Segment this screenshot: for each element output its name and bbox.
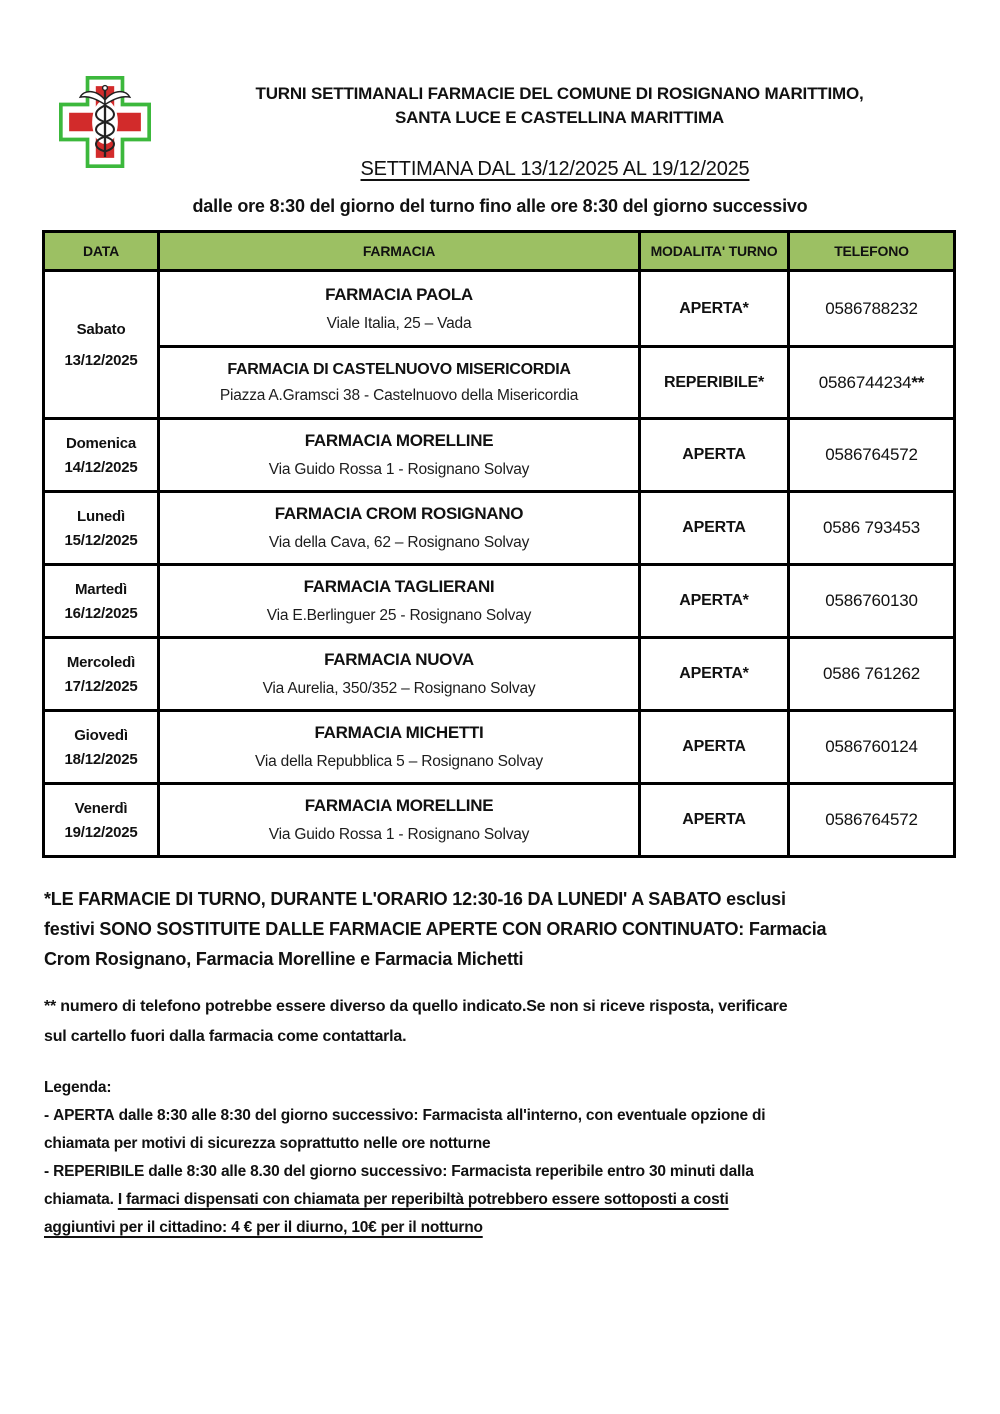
day-name: Martedì (75, 580, 127, 598)
day-cell (44, 565, 159, 638)
table-row-sabato-entry2 (44, 347, 955, 419)
pharmacy-cell (159, 638, 640, 711)
phone-cell (789, 271, 955, 347)
day-name: Domenica (65, 434, 137, 452)
table-row-venerdi (44, 784, 955, 857)
phone-cell (789, 347, 955, 419)
day-name: Venerdì (74, 799, 128, 817)
day-date: 18/12/2025 (64, 750, 138, 768)
phone-number: 0586744234 (818, 372, 912, 392)
day-date: 13/12/2025 (64, 351, 138, 369)
legend-reperibile-line2 (44, 1186, 959, 1214)
pharmacy-name: FARMACIA PAOLA (325, 284, 473, 304)
day-name: Mercoledì (66, 653, 136, 671)
pharmacy-address: Via della Repubblica 5 – Rosignano Solvay (255, 753, 543, 770)
mode-cell: APERTA (640, 711, 789, 784)
legend-text: chiamata. (44, 1191, 118, 1208)
table-row-domenica (44, 419, 955, 492)
day-cell (44, 271, 159, 419)
pharmacy-address: Piazza A.Gramsci 38 - Castelnuovo della Misericordia (219, 386, 579, 404)
legend-text: dalle 8:30 alle 8:30 del giorno successivo: Farmacista all'interno, con eventuale opzione di (114, 1107, 766, 1124)
footnote-line: sul cartello fuori dalla farmacia come contattarla. (44, 1028, 407, 1045)
pharmacy-schedule-table (42, 230, 956, 858)
pharmacy-name: FARMACIA MICHETTI (314, 723, 484, 742)
day-name: Lunedì (77, 507, 125, 525)
phone-cell (789, 419, 955, 492)
phone-number: 0586788232 (825, 298, 918, 318)
day-cell (44, 784, 159, 857)
day-cell (44, 419, 159, 492)
mode-cell: APERTA (640, 492, 789, 565)
pharmacy-address: Via della Cava, 62 – Rosignano Solvay (268, 534, 530, 551)
pharmacy-cross-caduceus-icon (55, 76, 155, 168)
table-row-sabato-entry1 (44, 271, 955, 347)
day-cell (44, 638, 159, 711)
table-row-giovedi (44, 711, 955, 784)
legend-dash: - (44, 1107, 54, 1124)
pharmacy-address: Viale Italia, 25 – Vada (326, 314, 472, 332)
phone-number: 0586 761262 (822, 664, 921, 683)
mode-cell: REPERIBILE* (640, 347, 789, 419)
legend-reperibile-line3 (44, 1214, 959, 1242)
pharmacy-address: Via Aurelia, 350/352 – Rosignano Solvay (262, 680, 536, 697)
col-header-farmacia: FARMACIA (159, 232, 640, 271)
phone-cell (789, 565, 955, 638)
mode-cell: APERTA* (640, 638, 789, 711)
table-header-row (44, 232, 955, 271)
col-header-modalita-turno: MODALITA' TURNO (640, 232, 789, 271)
legend-term-reperibile: REPERIBILE (53, 1163, 145, 1180)
phone-cell (789, 711, 955, 784)
pharmacy-address: Via E.Berlinguer 25 - Rosignano Solvay (266, 607, 532, 624)
footnote-substitution (44, 884, 959, 974)
phone-cell (789, 492, 955, 565)
legend-aperta-line2: chiamata per motivi di sicurezza soprattutto nelle ore notturne (44, 1135, 491, 1152)
day-cell (44, 492, 159, 565)
phone-suffix: ** (911, 372, 925, 392)
pharmacy-cell (159, 347, 640, 419)
day-cell (44, 711, 159, 784)
table-row-mercoledi (44, 638, 955, 711)
pharmacy-name: FARMACIA TAGLIERANI (303, 577, 495, 596)
day-date: 14/12/2025 (64, 458, 138, 476)
mode-cell: APERTA* (640, 271, 789, 347)
legend-title: Legenda: (44, 1079, 112, 1096)
legend-underlined-text: aggiuntivi per il cittadino: 4 € per il diurno, 10€ per il notturno (44, 1219, 483, 1236)
pharmacy-name: FARMACIA NUOVA (324, 650, 474, 669)
pharmacy-name: FARMACIA MORELLINE (304, 431, 494, 450)
week-heading: SETTIMANA DAL 13/12/2025 AL 19/12/2025 (360, 158, 750, 180)
pharmacy-name: FARMACIA MORELLINE (304, 796, 494, 815)
legend-dash: - (44, 1163, 54, 1180)
day-name: Giovedì (74, 726, 128, 744)
footnote-phone-disclaimer (44, 992, 959, 1052)
pharmacy-cell (159, 419, 640, 492)
legend-term-aperta: APERTA (53, 1107, 115, 1124)
legend-underlined-text: I farmaci dispensati con chiamata per reperibiltà potrebbero essere sottoposti a costi (117, 1191, 729, 1208)
pharmacy-cell (159, 492, 640, 565)
day-date: 19/12/2025 (64, 823, 138, 841)
day-date: 15/12/2025 (64, 531, 138, 549)
pharmacy-cell (159, 784, 640, 857)
schedule-subtitle: dalle ore 8:30 del giorno del turno fino alle ore 8:30 del giorno successivo (192, 196, 808, 216)
title-line-2: SANTA LUCE E CASTELLINA MARITTIMA (395, 108, 724, 127)
phone-number: 0586760124 (825, 737, 918, 756)
col-header-data: DATA (44, 232, 159, 271)
pharmacy-name: FARMACIA CROM ROSIGNANO (274, 504, 524, 523)
footnote-line: ** numero di telefono potrebbe essere diverso da quello indicato.Se non si riceve risposta, verificare (44, 998, 788, 1015)
pharmacy-cell (159, 271, 640, 347)
mode-cell: APERTA (640, 784, 789, 857)
legend-text: dalle 8:30 alle 8.30 del giorno successivo: Farmacista reperibile entro 30 minuti dalla (144, 1163, 754, 1180)
pharmacy-cell (159, 565, 640, 638)
phone-number: 0586760130 (825, 591, 918, 610)
mode-cell: APERTA* (640, 565, 789, 638)
mode-cell: APERTA (640, 419, 789, 492)
phone-number: 0586764572 (825, 445, 918, 464)
day-date: 17/12/2025 (64, 677, 138, 695)
pharmacy-cell (159, 711, 640, 784)
pharmacy-address: Via Guido Rossa 1 - Rosignano Solvay (268, 826, 530, 843)
table-row-martedi (44, 565, 955, 638)
footnote-line: Crom Rosignano, Farmacia Morelline e Farmacia Michetti (44, 949, 524, 969)
pharmacy-name: FARMACIA DI CASTELNUOVO MISERICORDIA (227, 360, 571, 378)
table-row-lunedi (44, 492, 955, 565)
day-date: 16/12/2025 (64, 604, 138, 622)
pharmacy-address: Via Guido Rossa 1 - Rosignano Solvay (268, 461, 530, 478)
col-header-telefono: TELEFONO (789, 232, 955, 271)
legend (44, 1074, 959, 1242)
legend-reperibile-line1 (44, 1158, 959, 1186)
title-line-1: TURNI SETTIMANALI FARMACIE DEL COMUNE DI ROSIGNANO MARITTIMO, (255, 84, 864, 103)
phone-number: 0586764572 (825, 810, 918, 829)
phone-cell (789, 638, 955, 711)
footnote-line: festivi SONO SOSTITUITE DALLE FARMACIE APERTE CON ORARIO CONTINUATO: Farmacia (44, 919, 827, 939)
legend-aperta-line1 (44, 1102, 959, 1130)
footnote-line: *LE FARMACIE DI TURNO, DURANTE L'ORARIO 12:30-16 DA LUNEDI' A SABATO esclusi (44, 889, 786, 909)
phone-cell (789, 784, 955, 857)
phone-number: 0586 793453 (822, 518, 921, 537)
document-title (167, 76, 952, 130)
day-name: Sabato (76, 320, 126, 338)
